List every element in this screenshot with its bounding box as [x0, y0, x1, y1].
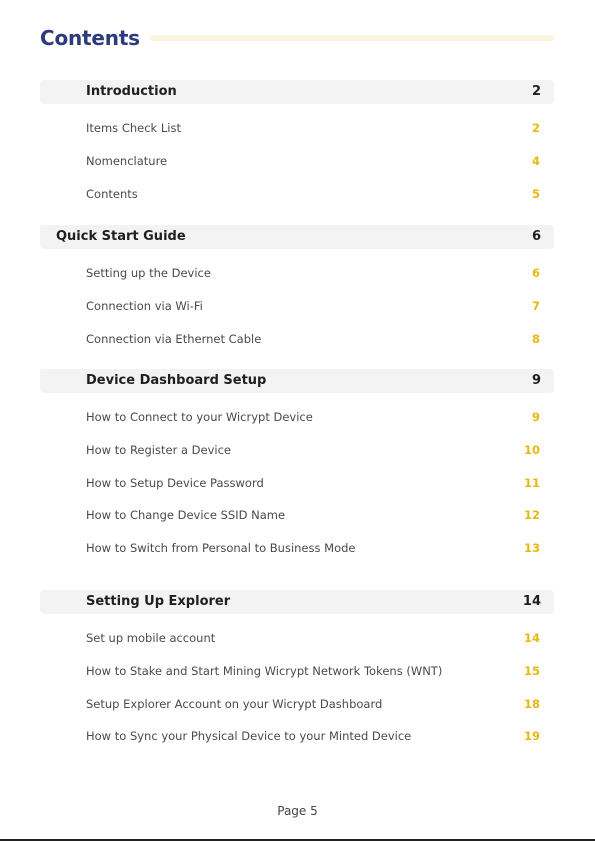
- toc-item[interactable]: [86, 266, 540, 284]
- toc-item[interactable]: [86, 410, 540, 428]
- toc-item[interactable]: [86, 299, 540, 317]
- section-page: 2: [531, 84, 541, 99]
- toc-item[interactable]: [86, 187, 540, 205]
- toc-item[interactable]: [86, 697, 540, 715]
- section-page: 6: [531, 229, 541, 244]
- section-label: Introduction: [86, 84, 177, 99]
- item-page: 18: [523, 697, 540, 711]
- toc-item[interactable]: [86, 443, 540, 461]
- item-page: 7: [531, 299, 540, 313]
- item-label: How to Change Device SSID Name: [86, 508, 286, 522]
- item-page: 19: [523, 729, 540, 743]
- toc-item[interactable]: [86, 508, 540, 526]
- item-page: 6: [531, 266, 540, 280]
- item-label: How to Register a Device: [86, 443, 231, 457]
- item-label: How to Stake and Start Mining Wicrypt Network Tokens (WNT): [86, 664, 443, 678]
- item-page: 12: [523, 508, 540, 522]
- section-label: Device Dashboard Setup: [86, 373, 267, 388]
- item-page: 11: [523, 476, 540, 490]
- page-number-footer: Page 5: [277, 804, 318, 818]
- item-page: 5: [531, 187, 540, 201]
- item-label: Set up mobile account: [86, 631, 216, 645]
- item-label: How to Setup Device Password: [86, 476, 264, 490]
- item-label: How to Switch from Personal to Business Mode: [86, 541, 356, 555]
- item-page: 13: [523, 541, 540, 555]
- item-page: 9: [531, 410, 540, 424]
- toc-item[interactable]: [86, 664, 540, 682]
- item-label: How to Sync your Physical Device to your Minted Device: [86, 729, 412, 743]
- item-label: Contents: [86, 187, 138, 201]
- toc-item[interactable]: [86, 154, 540, 172]
- section-label: Quick Start Guide: [56, 229, 186, 244]
- toc-section-quick-start[interactable]: [40, 225, 554, 249]
- page-title: Contents: [40, 26, 140, 50]
- item-page: 15: [523, 664, 540, 678]
- item-page: 10: [523, 443, 540, 457]
- toc-item[interactable]: [86, 476, 540, 494]
- toc-item[interactable]: [86, 332, 540, 350]
- item-label: How to Connect to your Wicrypt Device: [86, 410, 313, 424]
- toc-section-explorer[interactable]: [40, 590, 554, 614]
- item-page: 4: [531, 154, 540, 168]
- item-label: Setting up the Device: [86, 266, 211, 280]
- item-label: Connection via Ethernet Cable: [86, 332, 262, 346]
- item-label: Connection via Wi-Fi: [86, 299, 203, 313]
- item-page: 14: [523, 631, 540, 645]
- toc-section-introduction[interactable]: [40, 80, 554, 104]
- section-page: 14: [522, 594, 541, 609]
- item-page: 2: [531, 121, 540, 135]
- toc-item[interactable]: [86, 121, 540, 139]
- toc-item[interactable]: [86, 541, 540, 559]
- item-page: 8: [531, 332, 540, 346]
- toc-item[interactable]: [86, 631, 540, 649]
- title-underline-bar: [150, 35, 554, 41]
- section-label: Setting Up Explorer: [86, 594, 231, 609]
- item-label: Nomenclature: [86, 154, 168, 168]
- section-page: 9: [531, 373, 541, 388]
- item-label: Setup Explorer Account on your Wicrypt Dashboard: [86, 697, 383, 711]
- item-label: Items Check List: [86, 121, 181, 135]
- toc-section-dashboard-setup[interactable]: [40, 369, 554, 393]
- toc-item[interactable]: [86, 729, 540, 747]
